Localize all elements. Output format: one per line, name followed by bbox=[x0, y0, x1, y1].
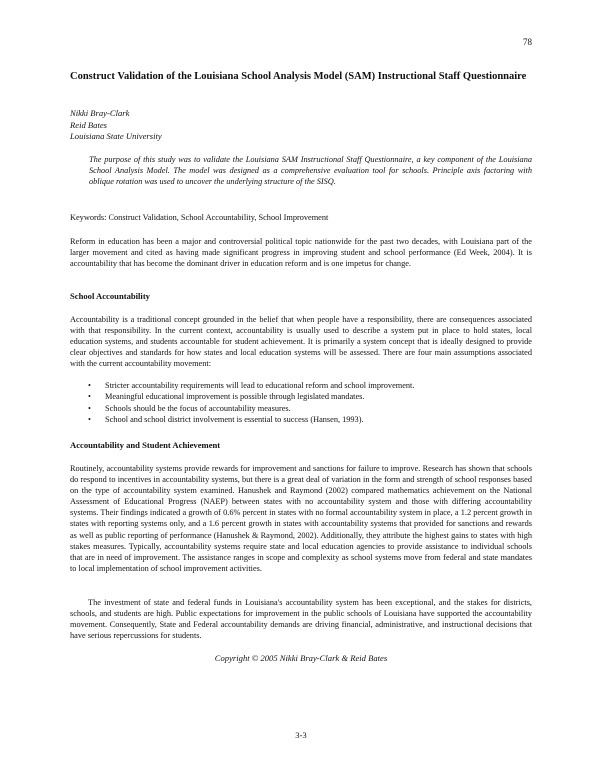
copyright-notice: Copyright © 2005 Nikki Bray-Clark & Reid Bates bbox=[214, 653, 388, 663]
paper-title: Construct Validation of the Louisiana School Analysis Model (SAM) Instructional Staff Questionnaire bbox=[70, 71, 527, 82]
body-paragraph: Routinely, accountability systems provide rewards for improvement and sanctions for failure to improve. Research has shown that schools do respond to incentives in accountability systems, but there is a great deal of variation in the form and strength of school responses based on the type of accountability system examined. Hanushek and Raymond (2002) compared mathematics achievement on the National Assessment of Educational Progress (NAEP) between states with no accountability system and those with differing accountability systems. Their findings indicated a growth of 0.6% percent in states with no formal accountability system in place, a 1.2 percent growth in states with reporting systems only, and a 1.6 percent growth in states with accountability systems that provided for sanctions and rewards as well as public reporting of performance (Hanushek & Raymond, 2002). Additionally, they attribute the highest gains to states with high stakes measures. Typically, accountability systems require state and local education agencies to provide assistance to individual schools that are in need of improvement. The assistance ranges in scope and complexity as school systems move from federal and state mandates to local implementation of school improvement activities. bbox=[70, 464, 532, 573]
body-paragraph: Accountability is a traditional concept grounded in the belief that when people have a responsibility, there are consequences associated with that responsibility. In the current context, accountability is usually used to describe a system put in place to hold states, local education systems, and students accountable for student achievement. It is primarily a system concept that is ideally designed to provide clear objectives and standards for how states and local education systems will be assessed. There are four main assumptions associated with the current accountability movement: bbox=[70, 315, 532, 369]
list-item: • Schools should be the focus of accountability measures. bbox=[70, 403, 532, 414]
author-block bbox=[70, 108, 162, 143]
keywords: Keywords: Construct Validation, School Accountability, School Improvement bbox=[70, 213, 329, 222]
author-affiliation: Louisiana State University bbox=[70, 131, 162, 141]
section-heading: School Accountability bbox=[70, 291, 150, 301]
page-number: 78 bbox=[523, 37, 532, 47]
list-item: • School and school district involvement is essential to success (Hansen, 1993). bbox=[70, 414, 532, 425]
list-item: • Meaningful educational improvement is possible through legislated mandates. bbox=[70, 391, 532, 402]
page-footer-number: 3-3 bbox=[295, 730, 307, 740]
section-heading: Accountability and Student Achievement bbox=[70, 440, 221, 450]
body-paragraph: The investment of state and federal funds in Louisiana's accountability system has been exceptional, and the stakes for districts, schools, and students are high. Public expectations for improvement in the public schools of Louisiana have supported the accountability movement. Consequently, State and Federal accountability demands are driving financial, administrative, and instructional decisions that have serious repercussions for students. bbox=[70, 598, 532, 641]
abstract: The purpose of this study was to validate the Louisiana SAM Instructional Staff Questionnaire, a key component of the Louisiana School Analysis Model. The model was designed as a comprehensive evaluation tool for schools. Principle axis factoring with oblique rotation was used to uncover the underlying structure of the SISQ. bbox=[89, 155, 532, 187]
list-item: • Stricter accountability requirements will lead to educational reform and school improvement. bbox=[70, 380, 532, 391]
intro-paragraph: Reform in education has been a major and controversial political topic nationwide for the past two decades, with Louisiana part of the larger movement and cited as having made significant progress in improving student and school performance (Ed Week, 2004). It is accountability that has become the dominant driver in education reform and is one impetus for change. bbox=[70, 237, 532, 269]
author-name: Nikki Bray-Clark bbox=[70, 108, 130, 118]
assumptions-list bbox=[70, 380, 532, 426]
author-name: Reid Bates bbox=[70, 119, 107, 130]
